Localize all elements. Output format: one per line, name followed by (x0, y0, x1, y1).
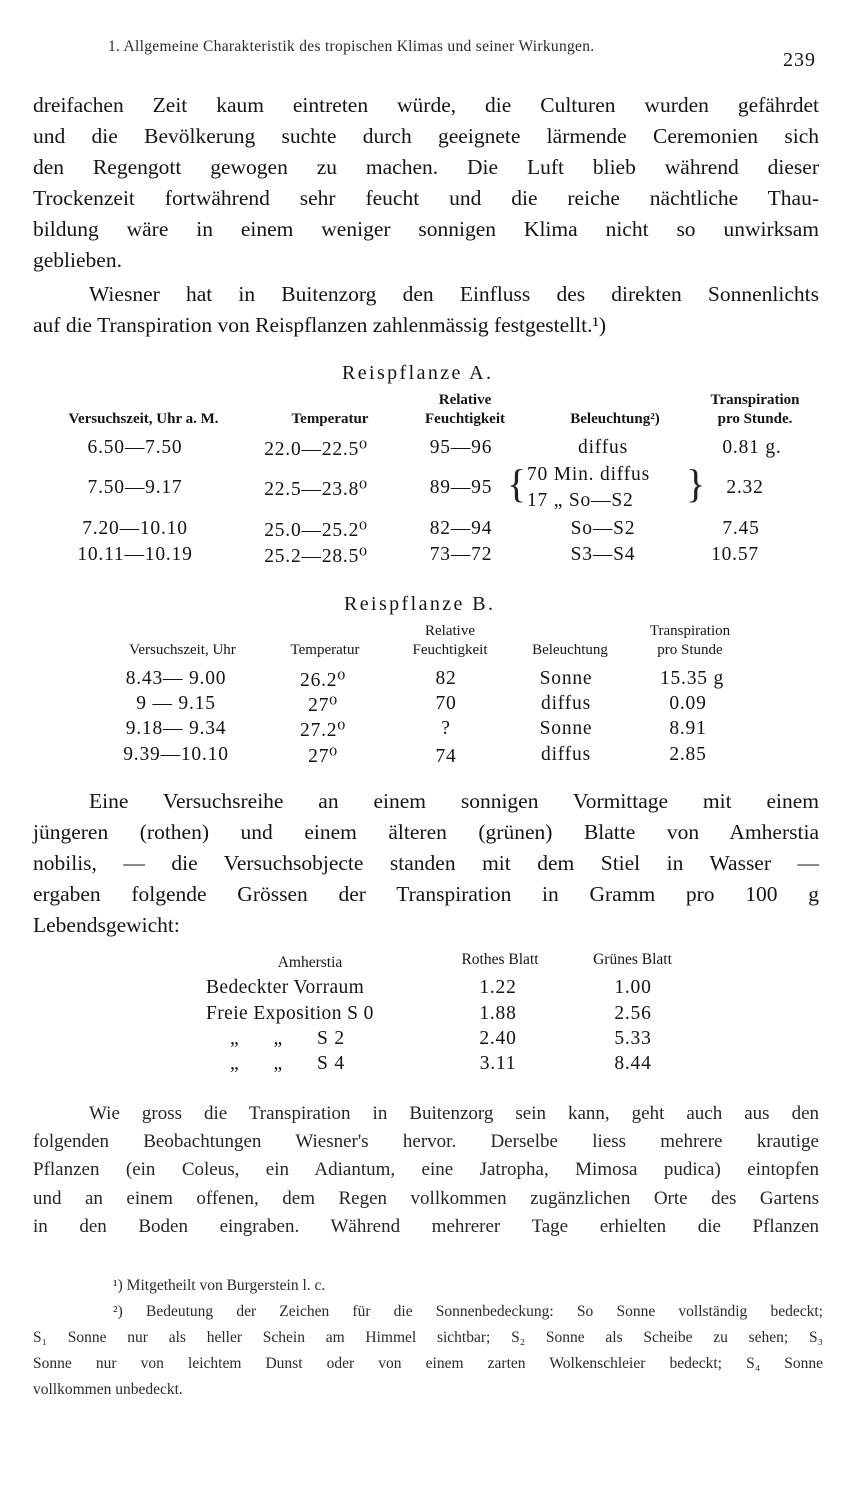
table-cell-light: So—S2 (570, 518, 636, 539)
column-header-light: Beleuchtung (532, 642, 608, 658)
table-cell-transpiration: 8.91 (669, 718, 707, 739)
table-cell-light: Sonne (539, 668, 593, 689)
table-cell-humidity: 82—94 (429, 518, 493, 539)
table-cell-light: diffus (541, 744, 591, 765)
text-line: geblieben. (33, 248, 122, 272)
text-line: Wiesner hat in Buitenzorg den Einfluss des direkten Sonnenlichts (89, 282, 819, 306)
table-cell-humidity: 73—72 (429, 544, 493, 565)
footnotes (33, 1273, 823, 1403)
column-header-transpiration-line1: Transpiration (710, 392, 800, 408)
table-cell-transpiration: 2.85 (669, 744, 707, 765)
table-cell-time: 9 — 9.15 (136, 693, 216, 714)
table-cell-time: 10.11—10.19 (77, 544, 193, 565)
text-line: Wie gross die Transpiration in Buitenzorg sein kann, geht auch aus den (89, 1103, 819, 1124)
table-caption: Reispflanze B. (344, 593, 496, 615)
text-line: ergaben folgende Grössen der Transpiration in Gramm pro 100 g (33, 882, 819, 906)
table-cell-light: Sonne (539, 718, 593, 739)
table-cell-green-leaf: 1.00 (614, 977, 652, 998)
table-cell-red-leaf: 1.22 (479, 977, 517, 998)
left-brace-icon: { (507, 461, 527, 506)
page-number: 239 (783, 49, 816, 71)
text-line: Eine Versuchsreihe an einem sonnigen Vormittage mit einem (89, 789, 819, 813)
table-cell-light-line1: 70 Min. diffus (527, 464, 650, 485)
text-line: dreifachen Zeit kaum eintreten würde, die Culturen wurden gefährdet (33, 93, 819, 117)
table-cell-green-leaf: 2.56 (614, 1003, 652, 1024)
table-cell-name: „ „ S 2 (230, 1028, 345, 1049)
table-cell-transpiration: 15.35 g (659, 668, 725, 689)
table-caption: Reispflanze A. (342, 362, 494, 384)
table-cell-time: 7.20—10.10 (82, 518, 188, 539)
table-cell-time: 6.50—7.50 (87, 437, 183, 458)
table-cell-humidity: 82 (435, 668, 457, 689)
table-cell-temperature: 22.5—23.8⁰ (264, 479, 368, 500)
column-header-temperature: Temperatur (290, 642, 360, 658)
table-cell-temperature: 25.0—25.2⁰ (264, 520, 368, 541)
table-cell-green-leaf: 8.44 (614, 1053, 652, 1074)
table-cell-light: S3—S4 (570, 544, 636, 565)
text-line: den Regengott gewogen zu machen. Die Luft blieb während dieser (33, 155, 819, 179)
text-line: in den Boden eingraben. Während mehrerer Tage erhielten die Pflanzen (33, 1215, 819, 1237)
table-cell-temperature: 27⁰ (308, 695, 338, 716)
text-line: und die Bevölkerung suchte durch geeignete lärmende Ceremonien sich (33, 124, 819, 148)
table-cell-time: 9.18— 9.34 (125, 718, 227, 739)
footnote-2-line: S₁ Sonne nur als heller Schein am Himmel sichtbar; S₂ Sonne als Scheibe zu sehen; S₃ (33, 1329, 823, 1346)
table-cell-humidity: 74 (435, 746, 457, 767)
column-header-humidity-line1: Relative (438, 392, 492, 408)
text-line: nobilis, — die Versuchsobjecte standen mit dem Stiel in Wasser — (33, 851, 819, 875)
column-header-light: Beleuchtung²) (570, 411, 660, 427)
table-cell-temperature: 25.2—28.5⁰ (264, 546, 368, 567)
table-cell-temperature: 26.2⁰ (300, 670, 346, 691)
paragraph-1 (33, 90, 819, 276)
table-cell-transpiration: 0.09 (669, 693, 707, 714)
table-cell-humidity: 95—96 (429, 437, 493, 458)
table-cell-red-leaf: 3.11 (479, 1053, 517, 1074)
table-cell-temperature: 22.0—22.5⁰ (264, 439, 368, 460)
table-cell-transpiration: 7.45 (722, 518, 760, 539)
table-cell-light: diffus (578, 437, 628, 458)
table-cell-light: diffus (541, 693, 591, 714)
column-header-green-leaf: Grünes Blatt (593, 951, 672, 968)
column-header-time: Versuchszeit, Uhr (129, 642, 236, 658)
table-cell-red-leaf: 2.40 (479, 1028, 517, 1049)
footnote-2-line: Sonne nur von leichtem Dunst oder von einem zarten Wolkenschleier bedeckt; S₄ Sonne (33, 1355, 823, 1372)
paragraph-4 (33, 1100, 819, 1241)
column-header-transpiration-line2: pro Stunde (657, 642, 723, 658)
table-cell-time: 9.39—10.10 (123, 744, 229, 765)
column-header-humidity-line1: Relative (425, 623, 475, 639)
table-cell-red-leaf: 1.88 (479, 1003, 517, 1024)
column-header-humidity-line2: Feuchtigkeit (425, 411, 505, 427)
column-header-name: Amherstia (277, 954, 343, 971)
footnote-2-line: vollkommen unbedeckt. (33, 1381, 183, 1398)
paragraph-2 (33, 279, 819, 341)
text-line: jüngeren (rothen) und einem älteren (grünen) Blatte von Amherstia (33, 820, 819, 844)
table-cell-green-leaf: 5.33 (614, 1028, 652, 1049)
column-header-transpiration-line2: pro Stunde. (717, 411, 793, 427)
table-cell-humidity: 70 (435, 693, 457, 714)
table-cell-transpiration: 0.81 g. (722, 437, 782, 458)
column-header-temperature: Temperatur (291, 411, 369, 427)
table-cell-name: Bedeckter Vorraum (206, 977, 365, 998)
column-header-humidity-line2: Feuchtigkeit (412, 642, 488, 658)
table-cell-transpiration: 2.32 (726, 477, 764, 498)
text-line: Pflanzen (ein Coleus, ein Adiantum, eine Jatropha, Mimosa pudica) eintopfen (33, 1159, 819, 1181)
text-line: folgenden Beobachtungen Wiesner's hervor. Derselbe liess mehrere krautige (33, 1131, 819, 1153)
text-line: Trockenzeit fortwährend sehr feucht und die reiche nächtliche Thau- (33, 186, 819, 210)
text-line: bildung wäre in einem weniger sonnigen Klima nicht so unwirksam (33, 217, 819, 241)
paragraph-3 (33, 786, 819, 941)
running-head: 1. Allgemeine Charakteristik des tropischen Klimas und seiner Wirkungen. (108, 38, 595, 55)
table-cell-humidity: ? (441, 718, 451, 739)
text-line: und an einem offenen, dem Regen vollkommen zugänzlichen Orte des Gartens (33, 1187, 819, 1209)
table-cell-transpiration: 10.57 (711, 544, 759, 565)
footnote-2-line: ²) Bedeutung der Zeichen für die Sonnenbedeckung: So Sonne vollständig bedeckt; (113, 1303, 823, 1320)
column-header-red-leaf: Rothes Blatt (461, 951, 539, 968)
column-header-time: Versuchszeit, Uhr a. M. (68, 411, 219, 427)
table-cell-light-line2: 17 „ So—S2 (527, 490, 634, 511)
table-cell-name: Freie Exposition S 0 (206, 1003, 374, 1024)
right-brace-icon: } (686, 461, 706, 506)
table-cell-humidity: 89—95 (429, 477, 493, 498)
table-cell-name: „ „ S 4 (230, 1053, 345, 1074)
table-cell-time: 7.50—9.17 (87, 477, 183, 498)
table-cell-time: 8.43— 9.00 (125, 668, 227, 689)
text-line: auf die Transpiration von Reispflanzen zahlenmässig festgestellt.¹) (33, 313, 607, 337)
footnote-1: ¹) Mitgetheilt von Burgerstein l. c. (113, 1277, 326, 1294)
text-line: Lebendsgewicht: (33, 913, 180, 937)
column-header-transpiration-line1: Transpiration (649, 623, 731, 639)
table-cell-temperature: 27.2⁰ (300, 720, 346, 741)
table-cell-temperature: 27⁰ (308, 746, 338, 767)
